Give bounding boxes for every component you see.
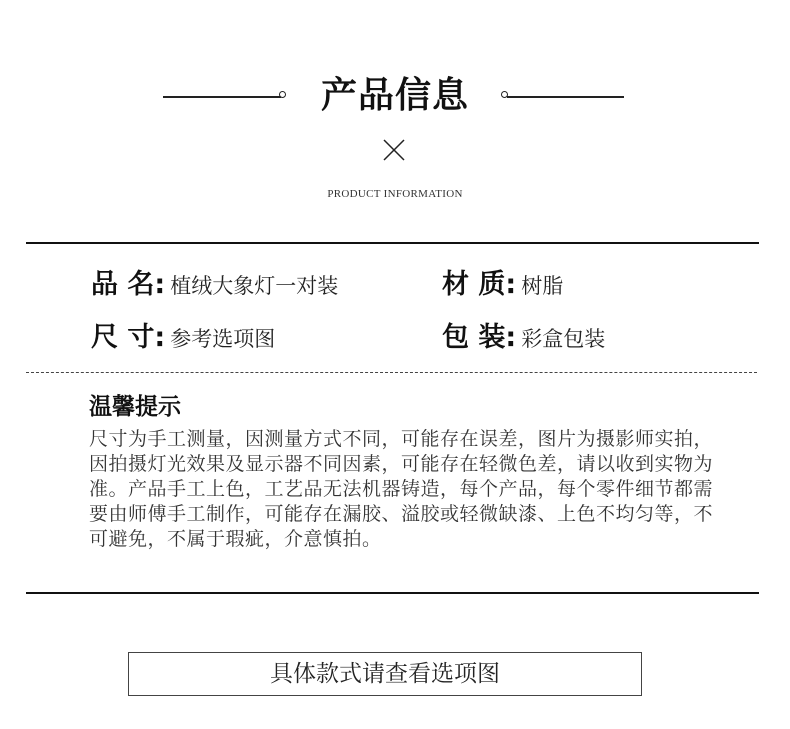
page-title: 产品信息 (320, 75, 469, 116)
spec-label: 品 名: (91, 269, 166, 300)
spec-value: 彩盒包装 (521, 327, 606, 351)
spec-label: 材 质: (442, 269, 517, 300)
spec-label: 包 装: (442, 322, 517, 353)
spec-material (442, 268, 563, 303)
page-subtitle: PRODUCT INFORMATION (327, 188, 463, 200)
spec-label: 尺 寸: (91, 322, 166, 353)
view-options-button[interactable]: 具体款式请查看选项图 (128, 652, 642, 696)
spec-value: 参考选项图 (170, 327, 276, 351)
spec-value: 植绒大象灯一对装 (170, 274, 339, 298)
spec-name (91, 268, 338, 303)
close-x-icon (383, 139, 405, 161)
notice-title: 温馨提示 (89, 394, 181, 420)
spec-value: 树脂 (521, 274, 564, 298)
spec-size (91, 321, 275, 356)
notice-body: 尺寸为手工测量，因测量方式不同，可能存在误差，图片为摄影师实拍，因拍摄灯光效果及显示器不同因素，可能存在轻微色差，请以收到实物为准。产品手工上色，工艺品无法机器铸造，每个产品，每个零件细节都需要由师傅手工制作，可能存在漏胶、溢胶或轻微缺漆、上色不均匀等，不可避免，不属于瑕疵，介意慎拍。 (89, 428, 714, 550)
dashed-divider (26, 372, 757, 373)
spec-packaging (442, 321, 605, 356)
top-divider (26, 242, 759, 244)
title-right-line (507, 96, 624, 98)
bottom-divider (26, 592, 759, 594)
